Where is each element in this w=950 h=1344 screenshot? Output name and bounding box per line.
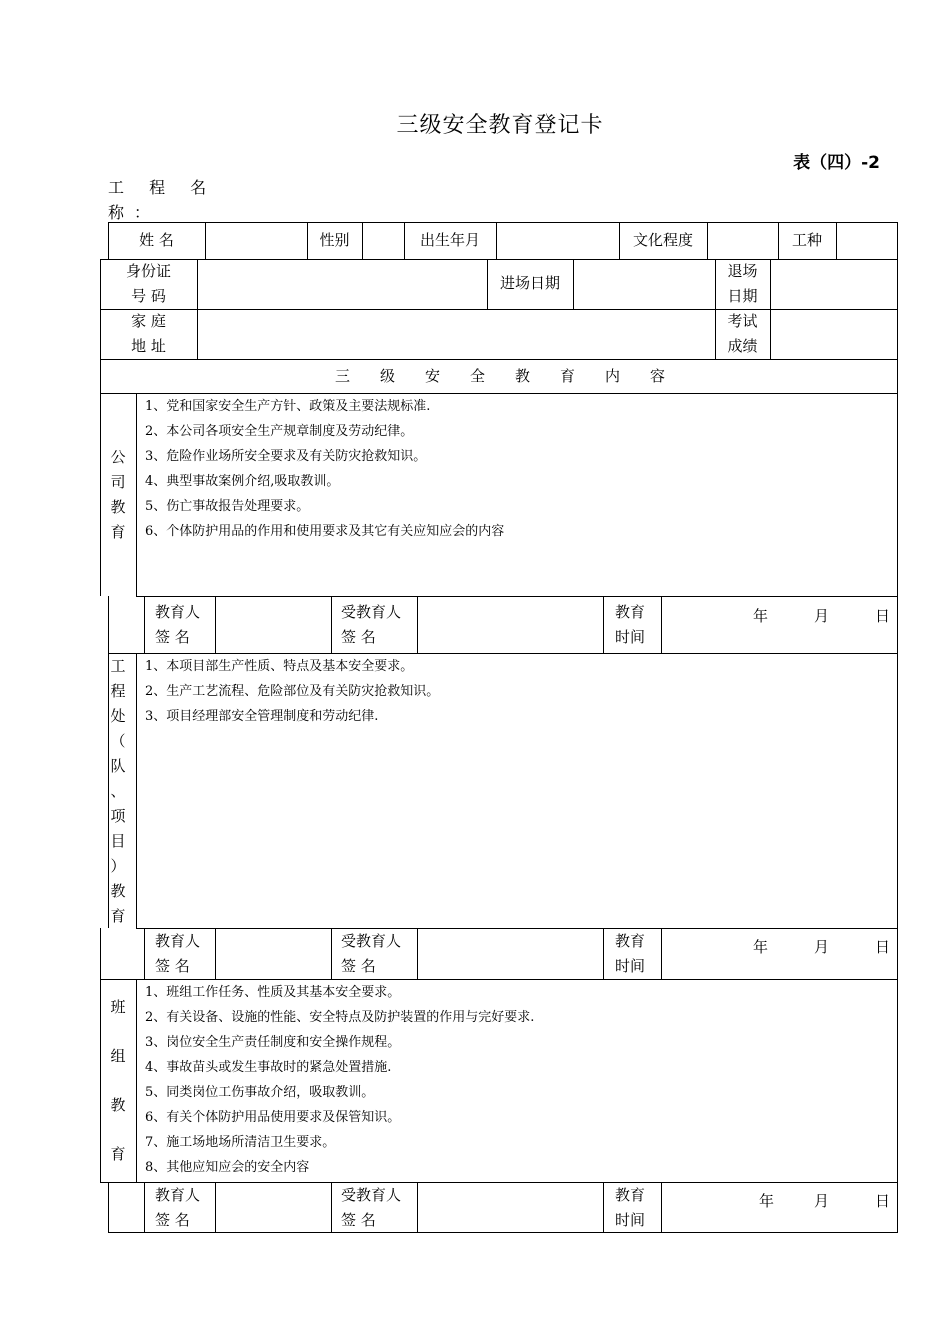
year-label: 年 bbox=[753, 607, 769, 625]
table-line bbox=[136, 979, 137, 1182]
table-line bbox=[136, 596, 898, 597]
table-line bbox=[362, 222, 363, 259]
year-label: 年 bbox=[759, 1192, 775, 1210]
table-line bbox=[331, 596, 332, 653]
month-label: 月 bbox=[814, 1192, 830, 1210]
team-education-label bbox=[107, 995, 129, 1191]
list-item: 6、有关个体防护用品使用要求及保管知识。 bbox=[145, 1110, 401, 1125]
table-line bbox=[144, 596, 145, 653]
label-char: 、 bbox=[110, 782, 126, 800]
table-line bbox=[144, 928, 145, 979]
label-char: 育 bbox=[110, 523, 126, 541]
label-char: 组 bbox=[110, 1047, 126, 1065]
table-line bbox=[100, 1182, 898, 1183]
company-education-label bbox=[107, 445, 129, 545]
birth-label: 出生年月 bbox=[419, 231, 480, 249]
table-line bbox=[603, 596, 604, 653]
table-line bbox=[100, 259, 898, 260]
table-line bbox=[108, 1232, 898, 1233]
label-char: 教 bbox=[110, 882, 126, 900]
job-type-label: 工种 bbox=[791, 231, 822, 249]
list-item: 3、项目经理部安全管理制度和劳动纪律. bbox=[145, 709, 379, 724]
table-line bbox=[417, 1182, 418, 1232]
id-number-label: 身份证 号 码 bbox=[125, 262, 171, 305]
table-line bbox=[205, 222, 206, 259]
label-char: 项 bbox=[110, 807, 126, 825]
table-line bbox=[215, 1182, 216, 1232]
gender-label: 性别 bbox=[319, 231, 350, 249]
label-char: 队 bbox=[110, 757, 126, 775]
table-line bbox=[100, 309, 898, 310]
month-label: 月 bbox=[814, 607, 830, 625]
list-item: 4、事故苗头或发生事故时的紧急处置措施. bbox=[145, 1060, 392, 1075]
label-char: （ bbox=[110, 732, 126, 750]
table-line bbox=[100, 359, 898, 360]
table-line bbox=[770, 259, 771, 359]
label-char: 工 bbox=[110, 657, 126, 675]
table-line bbox=[136, 928, 898, 929]
education-time-label: 教育 时间 bbox=[615, 1186, 646, 1229]
list-item: 1、党和国家安全生产方针、政策及主要法规标准. bbox=[145, 399, 431, 414]
date-field bbox=[661, 604, 897, 629]
list-item: 5、同类岗位工伤事故介绍，吸取教训。 bbox=[145, 1085, 375, 1100]
label-char: 处 bbox=[110, 707, 126, 725]
table-line bbox=[100, 928, 101, 1182]
list-item: 1、班组工作任务、性质及其基本安全要求。 bbox=[145, 985, 401, 1000]
exit-date-label: 退场 日期 bbox=[727, 262, 758, 305]
list-item: 2、生产工艺流程、危险部位及有关防灾抢救知识。 bbox=[145, 684, 440, 699]
entry-date-label: 进场日期 bbox=[499, 274, 560, 292]
team-education-items bbox=[145, 980, 534, 1180]
table-line bbox=[496, 222, 497, 259]
educator-signature-label: 教育人 签 名 bbox=[155, 603, 201, 646]
label-char: ） bbox=[110, 857, 126, 875]
trainee-signature-label: 受教育人 签 名 bbox=[341, 603, 402, 646]
table-line bbox=[331, 928, 332, 979]
table-line bbox=[215, 596, 216, 653]
exam-score-label: 考试 成绩 bbox=[727, 312, 758, 355]
content-header: 三级安全教育内容 bbox=[334, 367, 695, 385]
list-item: 2、有关设备、设施的性能、安全特点及防护装置的作用与完好要求. bbox=[145, 1010, 535, 1025]
name-label: 姓 名 bbox=[139, 231, 174, 249]
month-label: 月 bbox=[814, 938, 830, 956]
table-line bbox=[603, 928, 604, 979]
page-title: 三级安全教育登记卡 bbox=[396, 113, 604, 138]
table-line bbox=[136, 653, 137, 928]
day-label: 日 bbox=[875, 938, 891, 956]
form-number: 表（四）-2 bbox=[793, 153, 880, 173]
list-item: 4、典型事故案例介绍,吸取教训。 bbox=[145, 474, 340, 489]
educator-signature-label: 教育人 签 名 bbox=[155, 932, 201, 975]
table-line bbox=[603, 1182, 604, 1232]
table-line bbox=[707, 222, 708, 259]
list-item: 2、本公司各项安全生产规章制度及劳动纪律。 bbox=[145, 424, 414, 439]
table-line bbox=[331, 1182, 332, 1232]
trainee-signature-label: 受教育人 签 名 bbox=[341, 1186, 402, 1229]
list-item: 3、危险作业场所安全要求及有关防灾抢救知识。 bbox=[145, 449, 427, 464]
table-line bbox=[108, 222, 898, 223]
date-field bbox=[661, 935, 897, 960]
project-education-items bbox=[145, 654, 439, 729]
label-char: 教 bbox=[110, 1096, 126, 1114]
list-item: 7、施工场地场所清洁卫生要求。 bbox=[145, 1135, 336, 1150]
label-char: 育 bbox=[110, 907, 126, 925]
project-name-label: 工 程 名 称： bbox=[108, 178, 217, 222]
label-char: 班 bbox=[110, 998, 126, 1016]
list-item: 6、个体防护用品的作用和使用要求及其它有关应知应会的内容 bbox=[145, 524, 505, 539]
home-address-label: 家 庭 地 址 bbox=[131, 312, 166, 355]
table-line bbox=[836, 222, 837, 259]
education-time-label: 教育 时间 bbox=[615, 932, 646, 975]
label-char: 公 bbox=[110, 448, 126, 466]
label-char: 教 bbox=[110, 498, 126, 516]
table-line bbox=[215, 928, 216, 979]
company-education-items bbox=[145, 394, 504, 544]
list-item: 5、伤亡事故报告处理要求。 bbox=[145, 499, 310, 514]
day-label: 日 bbox=[875, 1192, 891, 1210]
education-time-label: 教育 时间 bbox=[615, 603, 646, 646]
table-line bbox=[417, 596, 418, 653]
label-char: 育 bbox=[110, 1145, 126, 1163]
educator-signature-label: 教育人 签 名 bbox=[155, 1186, 201, 1229]
trainee-signature-label: 受教育人 签 名 bbox=[341, 932, 402, 975]
label-char: 程 bbox=[110, 682, 126, 700]
project-education-label bbox=[107, 654, 129, 929]
year-label: 年 bbox=[753, 938, 769, 956]
date-field bbox=[661, 1189, 897, 1214]
label-char: 司 bbox=[110, 473, 126, 491]
list-item: 8、其他应知应会的安全内容 bbox=[145, 1160, 310, 1175]
label-char: 目 bbox=[110, 832, 126, 850]
table-line bbox=[417, 928, 418, 979]
list-item: 1、本项目部生产性质、特点及基本安全要求。 bbox=[145, 659, 414, 674]
table-line bbox=[197, 259, 198, 359]
list-item: 3、岗位安全生产责任制度和安全操作规程。 bbox=[145, 1035, 401, 1050]
education-label: 文化程度 bbox=[632, 231, 693, 249]
day-label: 日 bbox=[875, 607, 891, 625]
table-line bbox=[144, 1182, 145, 1232]
table-line bbox=[136, 393, 137, 596]
table-line bbox=[573, 259, 574, 309]
